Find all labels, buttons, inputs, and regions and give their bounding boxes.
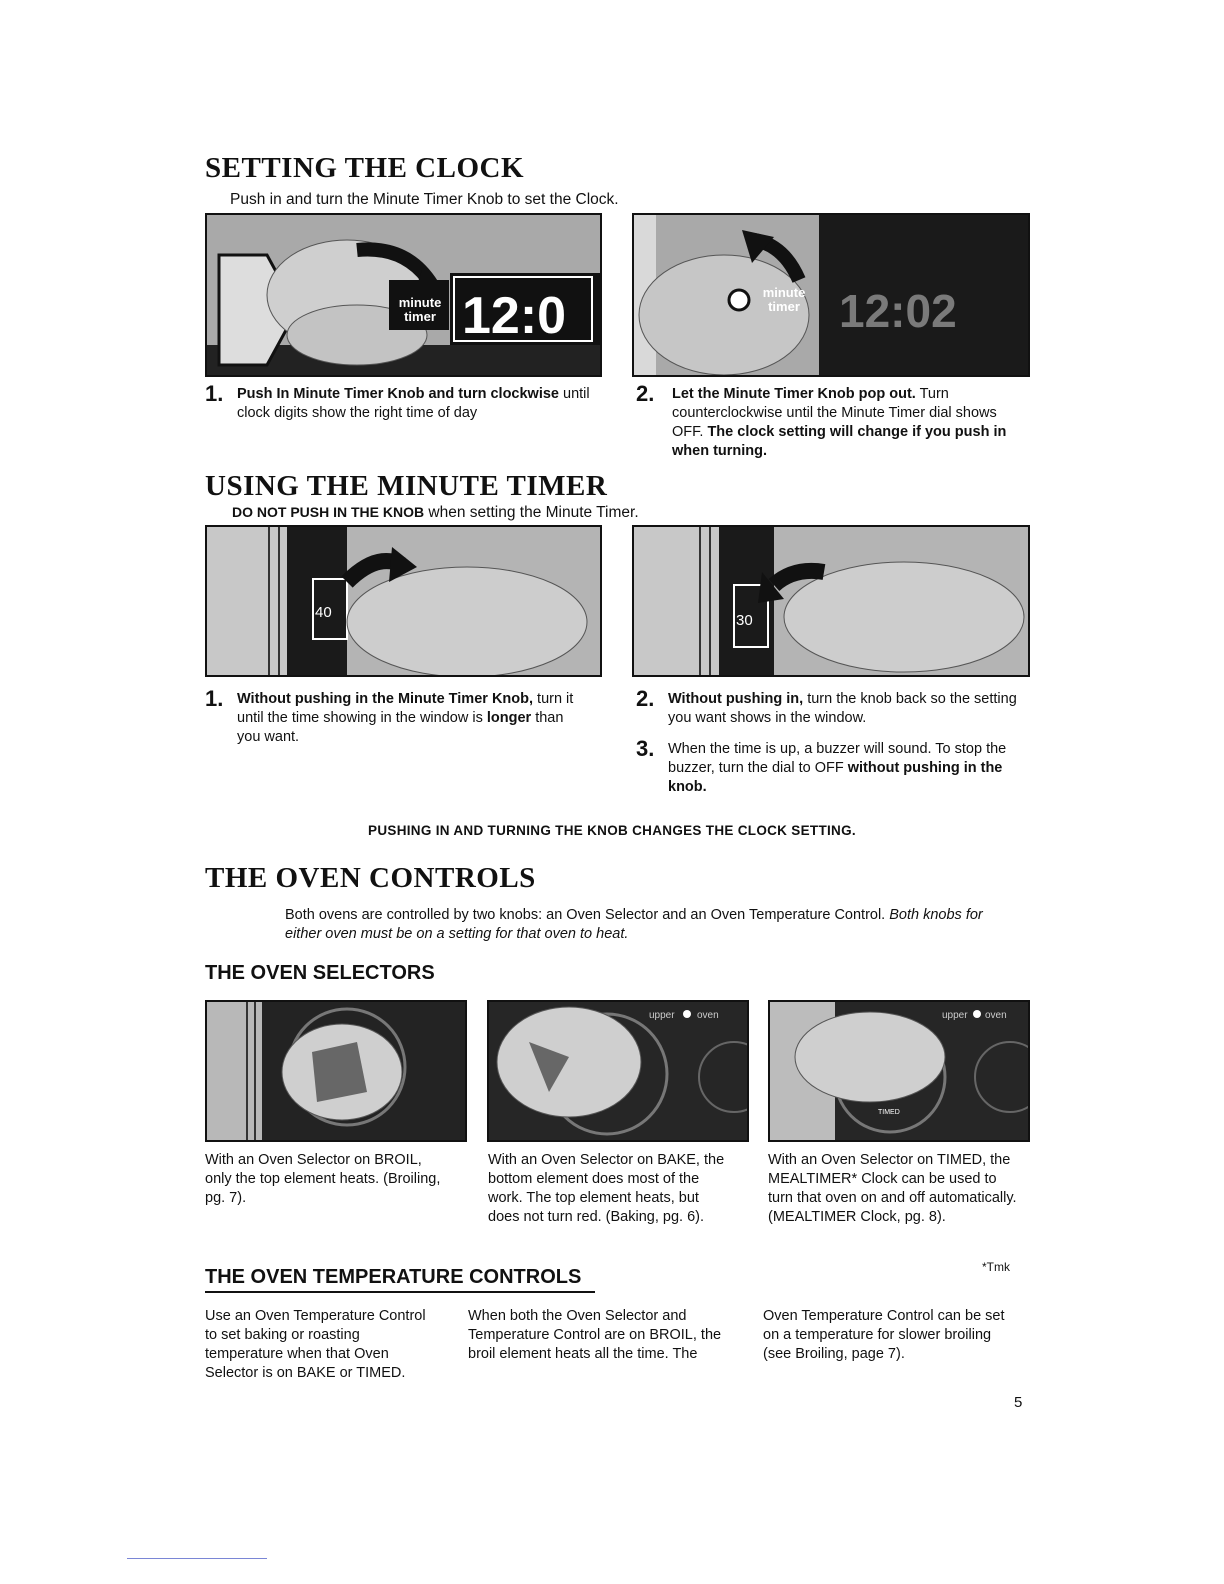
temp-column-3: Oven Temperature Control can be set on a temperature for slower broiling (see Broiling, page 7).: [763, 1308, 1005, 1362]
section-title-temperature-controls: THE OVEN TEMPERATURE CONTROLS: [205, 1266, 582, 1288]
setting-clock-step-1: 1. Push In Minute Timer Knob and turn clockwise until clock digits show the right time of day: [205, 381, 590, 421]
trademark-note: *Tmk: [982, 1260, 1010, 1274]
section-title-setting-clock: SETTING THE CLOCK: [205, 152, 525, 184]
setting-clock-step-2: 2. Let the Minute Timer Knob pop out. Turn counterclockwise until the Minute Timer dial shows OFF. The clock setting will change if you push in when turning.: [636, 381, 1007, 459]
photo-timer-turn-back: [632, 525, 1030, 677]
photo-selector-timed: [768, 1000, 1030, 1142]
photo-clock-display: 12:0: [462, 287, 567, 345]
section-title-oven-selectors: THE OVEN SELECTORS: [205, 962, 435, 984]
photo-label-upper-2: upper: [942, 1010, 968, 1021]
photo-timer-30: 30: [736, 612, 753, 629]
photo-label-timed: TIMED: [878, 1109, 900, 1116]
caption-bake: With an Oven Selector on BAKE, the bottom element does most of the work. The top element heats, but does not turn red. (Baking, pg. 6).: [488, 1152, 725, 1225]
photo-label-timer: timer: [404, 309, 436, 324]
photo-timer-turn-clockwise: [205, 525, 602, 677]
caption-timed: With an Oven Selector on TIMED, the MEALTIMER* Clock can be used to turn that oven on and off automatically. (MEALTIMER Clock, pg. 8).: [768, 1152, 1017, 1225]
section-title-oven-controls: THE OVEN CONTROLS: [205, 862, 536, 894]
photo-selector-broil: [205, 1000, 467, 1142]
photo-counterclockwise-turn: [632, 213, 1030, 377]
minute-timer-intro: DO NOT PUSH IN THE KNOB when setting the Minute Timer.: [232, 504, 639, 521]
photo-label-upper: upper: [649, 1010, 675, 1021]
photo-timer-40: 40: [315, 604, 332, 621]
minute-timer-step-1: 1. Without pushing in the Minute Timer Knob, turn it until the time showing in the window is longer than you want.: [205, 686, 574, 745]
minute-timer-step-2: 2. Without pushing in, turn the knob back so the setting you want shows in the window.: [636, 686, 1017, 726]
clock-setting-warning: PUSHING IN AND TURNING THE KNOB CHANGES THE CLOCK SETTING.: [368, 823, 856, 838]
photo-label-oven: oven: [697, 1010, 719, 1021]
photo-label-minute: minute: [398, 295, 442, 310]
photo-clockwise-turn: [205, 213, 602, 377]
footer-rule: [127, 1558, 267, 1559]
temp-column-1: Use an Oven Temperature Control to set baking or roasting temperature when that Oven Selector is on BAKE or TIMED.: [205, 1308, 426, 1381]
oven-controls-intro: Both ovens are controlled by two knobs: an Oven Selector and an Oven Temperature Control. Both knobs for either oven must be on a setting for that oven to heat.: [285, 907, 983, 942]
photo-label-minute-2: minute: [762, 285, 806, 300]
photo-label-timer-2: timer: [768, 299, 800, 314]
caption-broil: With an Oven Selector on BROIL, only the top element heats. (Broiling, pg. 7).: [205, 1152, 441, 1206]
photo-selector-bake: [487, 1000, 749, 1142]
minute-timer-step-3: 3. When the time is up, a buzzer will sound. To stop the buzzer, turn the dial to OFF without pushing in the knob.: [636, 736, 1007, 795]
page-number: 5: [1014, 1394, 1023, 1411]
photo-label-oven-2: oven: [985, 1010, 1007, 1021]
section-title-minute-timer: USING THE MINUTE TIMER: [205, 470, 608, 502]
title-underline: [205, 1291, 595, 1293]
setting-clock-intro: Push in and turn the Minute Timer Knob to set the Clock.: [230, 191, 619, 208]
photo-clock-display-2: 12:02: [839, 285, 957, 337]
temp-column-2: When both the Oven Selector and Temperature Control are on BROIL, the broil element heats all the time. The: [468, 1308, 722, 1362]
